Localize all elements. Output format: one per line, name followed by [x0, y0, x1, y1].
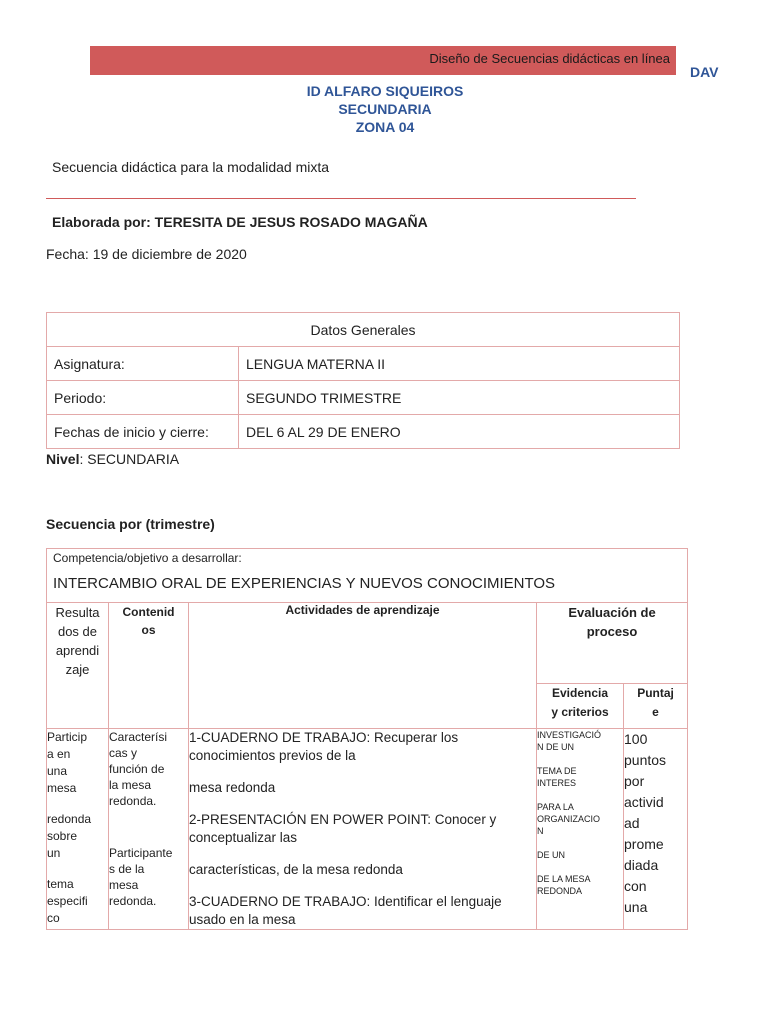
level-value: : SECUNDARIA — [79, 451, 180, 467]
activity-1-cont: mesa redonda — [189, 780, 276, 795]
school-name: ID ALFARO SIQUEIROS — [306, 83, 464, 99]
text-line: s de la — [109, 862, 145, 876]
text-line: Evaluación de — [568, 605, 656, 620]
text-line: prome — [624, 836, 664, 852]
level-line — [46, 451, 179, 467]
text-line: REDONDA — [537, 886, 583, 896]
text-line: redonda. — [109, 794, 157, 808]
text-line: aprendi — [55, 643, 100, 658]
activities-header: Actividades de aprendizaje — [189, 603, 537, 729]
text-line: N DE UN — [537, 742, 575, 752]
text-line: DE LA MESA — [537, 874, 591, 884]
activities-cell — [189, 729, 537, 930]
activity-3: 3-CUADERNO DE TRABAJO: Identificar el lenguaje usado en la mesa — [189, 894, 502, 927]
header-banner — [90, 46, 676, 75]
activity-2: 2-PRESENTACIÓN EN POWER POINT: Conocer y conceptualizar las — [189, 812, 497, 845]
table-row — [47, 347, 680, 381]
text-line: e — [652, 705, 659, 719]
sequence-title: Secuencia por (trimestre) — [46, 516, 215, 532]
text-line: con — [624, 878, 647, 894]
text-line: diada — [624, 857, 659, 873]
dates-label: Fechas de inicio y cierre: — [47, 415, 239, 449]
period-label: Periodo: — [47, 381, 239, 415]
evidence-header — [537, 684, 624, 729]
text-line: mesa — [47, 781, 77, 795]
competence-value: INTERCAMBIO ORAL DE EXPERIENCIAS Y NUEVOS CONOCIMIENTOS — [53, 575, 556, 592]
text-line: mesa — [109, 878, 139, 892]
period-value: SEGUNDO TRIMESTRE — [239, 381, 680, 415]
level-label: Nivel — [46, 451, 80, 467]
results-header — [47, 603, 109, 729]
text-line: Puntaj — [637, 686, 674, 700]
text-line: activid — [624, 794, 664, 810]
text-line: INTERES — [537, 778, 577, 788]
text-line: proceso — [586, 624, 638, 639]
score-cell — [624, 729, 688, 930]
text-line: especifi — [47, 894, 88, 908]
text-line: Caracterísi — [109, 730, 168, 744]
text-line: TEMA DE — [537, 766, 577, 776]
text-line: os — [141, 623, 156, 637]
text-line: 100 — [624, 731, 648, 747]
text-line: INVESTIGACIÓ — [537, 730, 602, 740]
dates-value: DEL 6 AL 29 DE ENERO — [239, 415, 680, 449]
school-heading — [270, 82, 500, 136]
evaluation-header — [537, 603, 688, 684]
document-subtitle: Secuencia didáctica para la modalidad mixta — [52, 159, 330, 175]
text-line: Evidencia — [551, 686, 609, 700]
text-line: zaje — [65, 662, 90, 677]
score-header — [624, 684, 688, 729]
text-line: N — [537, 826, 544, 836]
text-line: por — [624, 773, 645, 789]
text-line: Resulta — [55, 605, 100, 620]
text-line: sobre — [47, 829, 78, 843]
divider — [46, 198, 636, 199]
text-line: ad — [624, 815, 640, 831]
activity-2-cont: características, de la mesa redonda — [189, 862, 403, 877]
text-line: puntos — [624, 752, 667, 768]
school-zone: ZONA 04 — [355, 119, 415, 135]
text-line: un — [47, 846, 61, 860]
side-label: DAV — [690, 64, 719, 80]
text-line: Participante — [109, 846, 173, 860]
text-line: tema — [47, 877, 74, 891]
results-cell — [47, 729, 109, 930]
text-line: redonda. — [109, 894, 157, 908]
general-data-table — [46, 312, 680, 449]
activity-1: 1-CUADERNO DE TRABAJO: Recuperar los conocimientos previos de la — [189, 730, 459, 763]
subject-value: LENGUA MATERNA II — [239, 347, 680, 381]
text-line: cas y — [109, 746, 138, 760]
competence-label: Competencia/objetivo a desarrollar: — [53, 551, 242, 565]
text-line: función de — [109, 762, 165, 776]
subject-label: Asignatura: — [47, 347, 239, 381]
banner-title: Diseño de Secuencias didácticas en línea — [429, 51, 670, 66]
text-line: Particip — [47, 730, 88, 744]
text-line: una — [47, 764, 68, 778]
evidence-cell — [537, 729, 624, 930]
table-row — [47, 415, 680, 449]
text-line: una — [624, 899, 648, 915]
text-line: ORGANIZACIO — [537, 814, 601, 824]
text-line: y criterios — [551, 705, 609, 719]
text-line: PARA LA — [537, 802, 574, 812]
text-line: la mesa — [109, 778, 152, 792]
competence-cell — [47, 549, 688, 603]
date-line: Fecha: 19 de diciembre de 2020 — [46, 246, 247, 262]
sequence-table — [46, 548, 688, 930]
text-line: redonda — [47, 812, 92, 826]
text-line: DE UN — [537, 850, 566, 860]
contents-header — [109, 603, 189, 729]
general-data-title: Datos Generales — [47, 313, 680, 347]
text-line: a en — [47, 747, 71, 761]
text-line: dos de — [57, 624, 98, 639]
author-line: Elaborada por: TERESITA DE JESUS ROSADO MAGAÑA — [52, 214, 428, 230]
contents-cell — [109, 729, 189, 930]
table-row — [47, 381, 680, 415]
text-line: co — [47, 911, 60, 925]
table-row — [47, 729, 688, 930]
school-level: SECUNDARIA — [338, 101, 432, 117]
text-line: Contenid — [122, 605, 175, 619]
